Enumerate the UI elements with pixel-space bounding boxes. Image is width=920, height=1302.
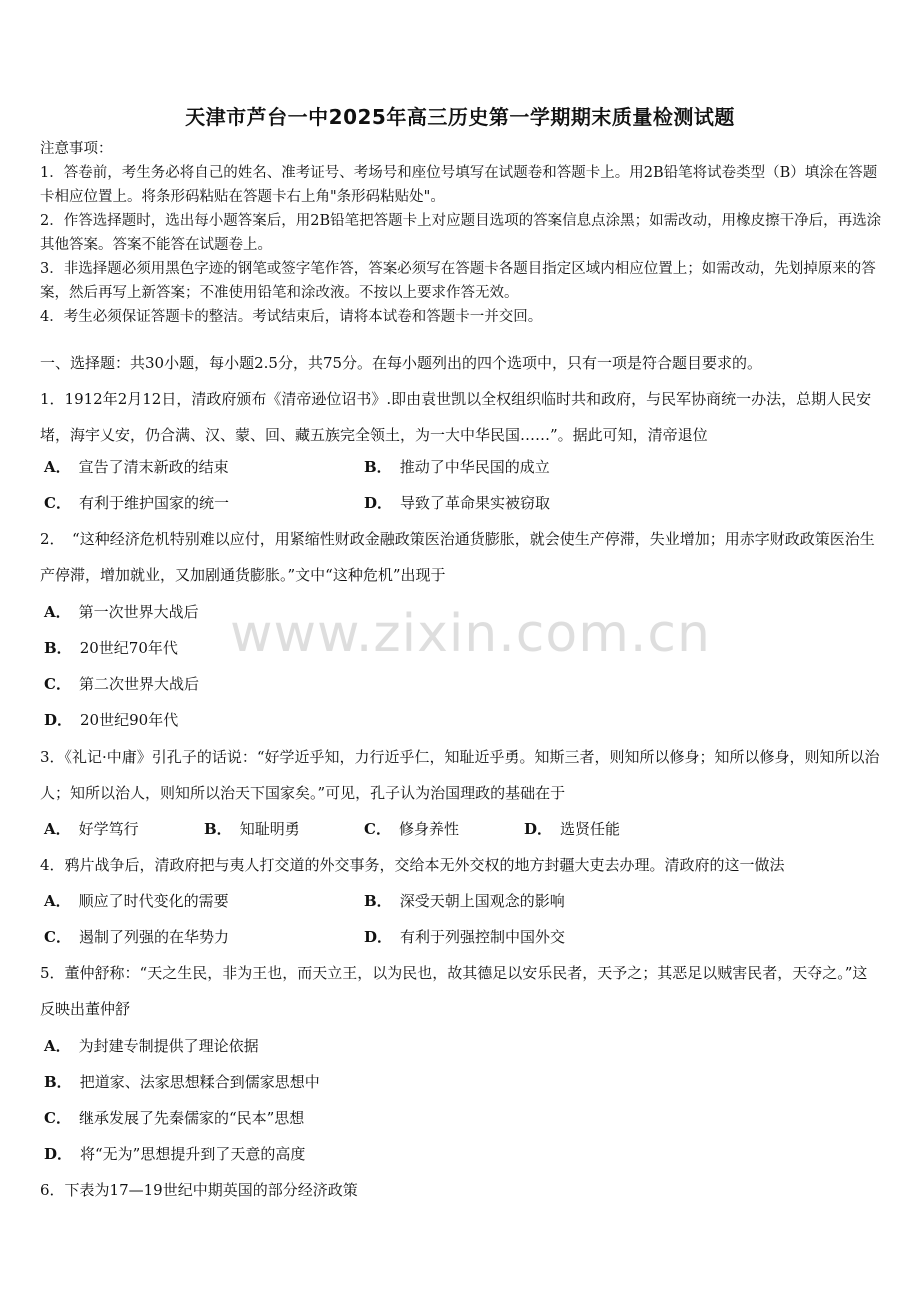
option: A． 第一次世界大战后: [44, 603, 199, 621]
notice-item: 3．非选择题必须用黑色字迹的钢笔或签字笔作答，答案必须写在答题卡各题目指定区域内相应位置上；如需改动，先划掉原来的答案，然后再写上新答案；不准使用铅笔和涂改液。不按以上要求作答无效。: [40, 261, 876, 301]
notice-item: 4．考生必须保证答题卡的整洁。考试结束后，请将本试卷和答题卡一并交回。: [40, 309, 543, 325]
option: B． 深受天朝上国观念的影响: [364, 892, 565, 910]
option: C． 遏制了列强的在华势力: [44, 928, 229, 946]
notice-item: 1．答卷前，考生务必将自己的姓名、准考证号、考场号和座位号填写在试题卷和答题卡上。用2B铅笔将试卷类型（B）填涂在答题卡相应位置上。将条形码粘贴在答题卡右上角"条形码粘贴处"。: [40, 165, 878, 205]
notice-block: [40, 137, 882, 329]
question-stem: 4．鸦片战争后，清政府把与夷人打交道的外交事务，交给本无外交权的地方封疆大吏去办理。清政府的这一做法: [40, 856, 785, 874]
option: C． 修身养性: [364, 820, 459, 838]
option: B． 知耻明勇: [204, 820, 300, 838]
option: A． 宣告了清末新政的结束: [44, 458, 229, 476]
option: C． 有利于维护国家的统一: [44, 494, 229, 512]
option: B． 推动了中华民国的成立: [364, 458, 550, 476]
option: A． 为封建专制提供了理论依据: [44, 1037, 259, 1055]
option: D． 有利于列强控制中国外交: [364, 928, 566, 946]
option: C． 继承发展了先秦儒家的“民本”思想: [44, 1109, 305, 1127]
option: D． 导致了革命果实被窃取: [364, 494, 551, 512]
watermark: www.zixin.com.cn: [230, 604, 711, 664]
option: D． 20世纪90年代: [44, 711, 179, 729]
option: A． 顺应了时代变化的需要: [44, 892, 229, 910]
question-stem: 3．《礼记·中庸》引孔子的话说：“好学近乎知，力行近乎仁，知耻近乎勇。知斯三者，则知所以修身；知所以修身，则知所以治人；知所以治人，则知所以治天下国家矣。”可见，孔子认为治国理政的基础在于: [40, 748, 880, 802]
option: B． 20世纪70年代: [44, 639, 178, 657]
option: C． 第二次世界大战后: [44, 675, 199, 693]
question-stem: 1．1912年2月12日，清政府颁布《清帝逊位诏书》.即由袁世凯以全权组织临时共和政府，与民军协商统一办法，总期人民安堵，海宇乂安，仍合满、汉、蒙、回、藏五族完全领土，为一大中华民国……”。据此可知，清帝退位: [40, 390, 872, 444]
question-stem: 2． “这种经济危机特别难以应付，用紧缩性财政金融政策医治通货膨胀，就会使生产停滞，失业增加；用赤字财政政策医治生产停滞，增加就业，又加剧通货膨胀。”文中“这种危机”出现于: [40, 530, 875, 584]
question-stem: 6．下表为17—19世纪中期英国的部分经济政策: [40, 1181, 358, 1199]
notice-heading: 注意事项：: [40, 141, 113, 157]
notice-item: 2．作答选择题时，选出每小题答案后，用2B铅笔把答题卡上对应题目选项的答案信息点涂黑；如需改动，用橡皮擦干净后，再选涂其他答案。答案不能答在试题卷上。: [40, 213, 882, 253]
option: A． 好学笃行: [44, 820, 139, 838]
option: D． 将“无为”思想提升到了天意的高度: [44, 1145, 306, 1163]
option: D． 选贤任能: [524, 820, 621, 838]
section-heading: 一、选择题：共30小题，每小题2.5分，共75分。在每小题列出的四个选项中，只有一项是符合题目要求的。: [40, 354, 763, 372]
page-title: 天津市芦台一中2025年高三历史第一学期期末质量检测试题: [185, 105, 735, 129]
option: B． 把道家、法家思想糅合到儒家思想中: [44, 1073, 320, 1091]
question-stem: 5．董仲舒称：“天之生民，非为王也，而天立王，以为民也，故其德足以安乐民者，天予之；其恶足以贼害民者，天夺之。”这反映出董仲舒: [40, 964, 868, 1018]
